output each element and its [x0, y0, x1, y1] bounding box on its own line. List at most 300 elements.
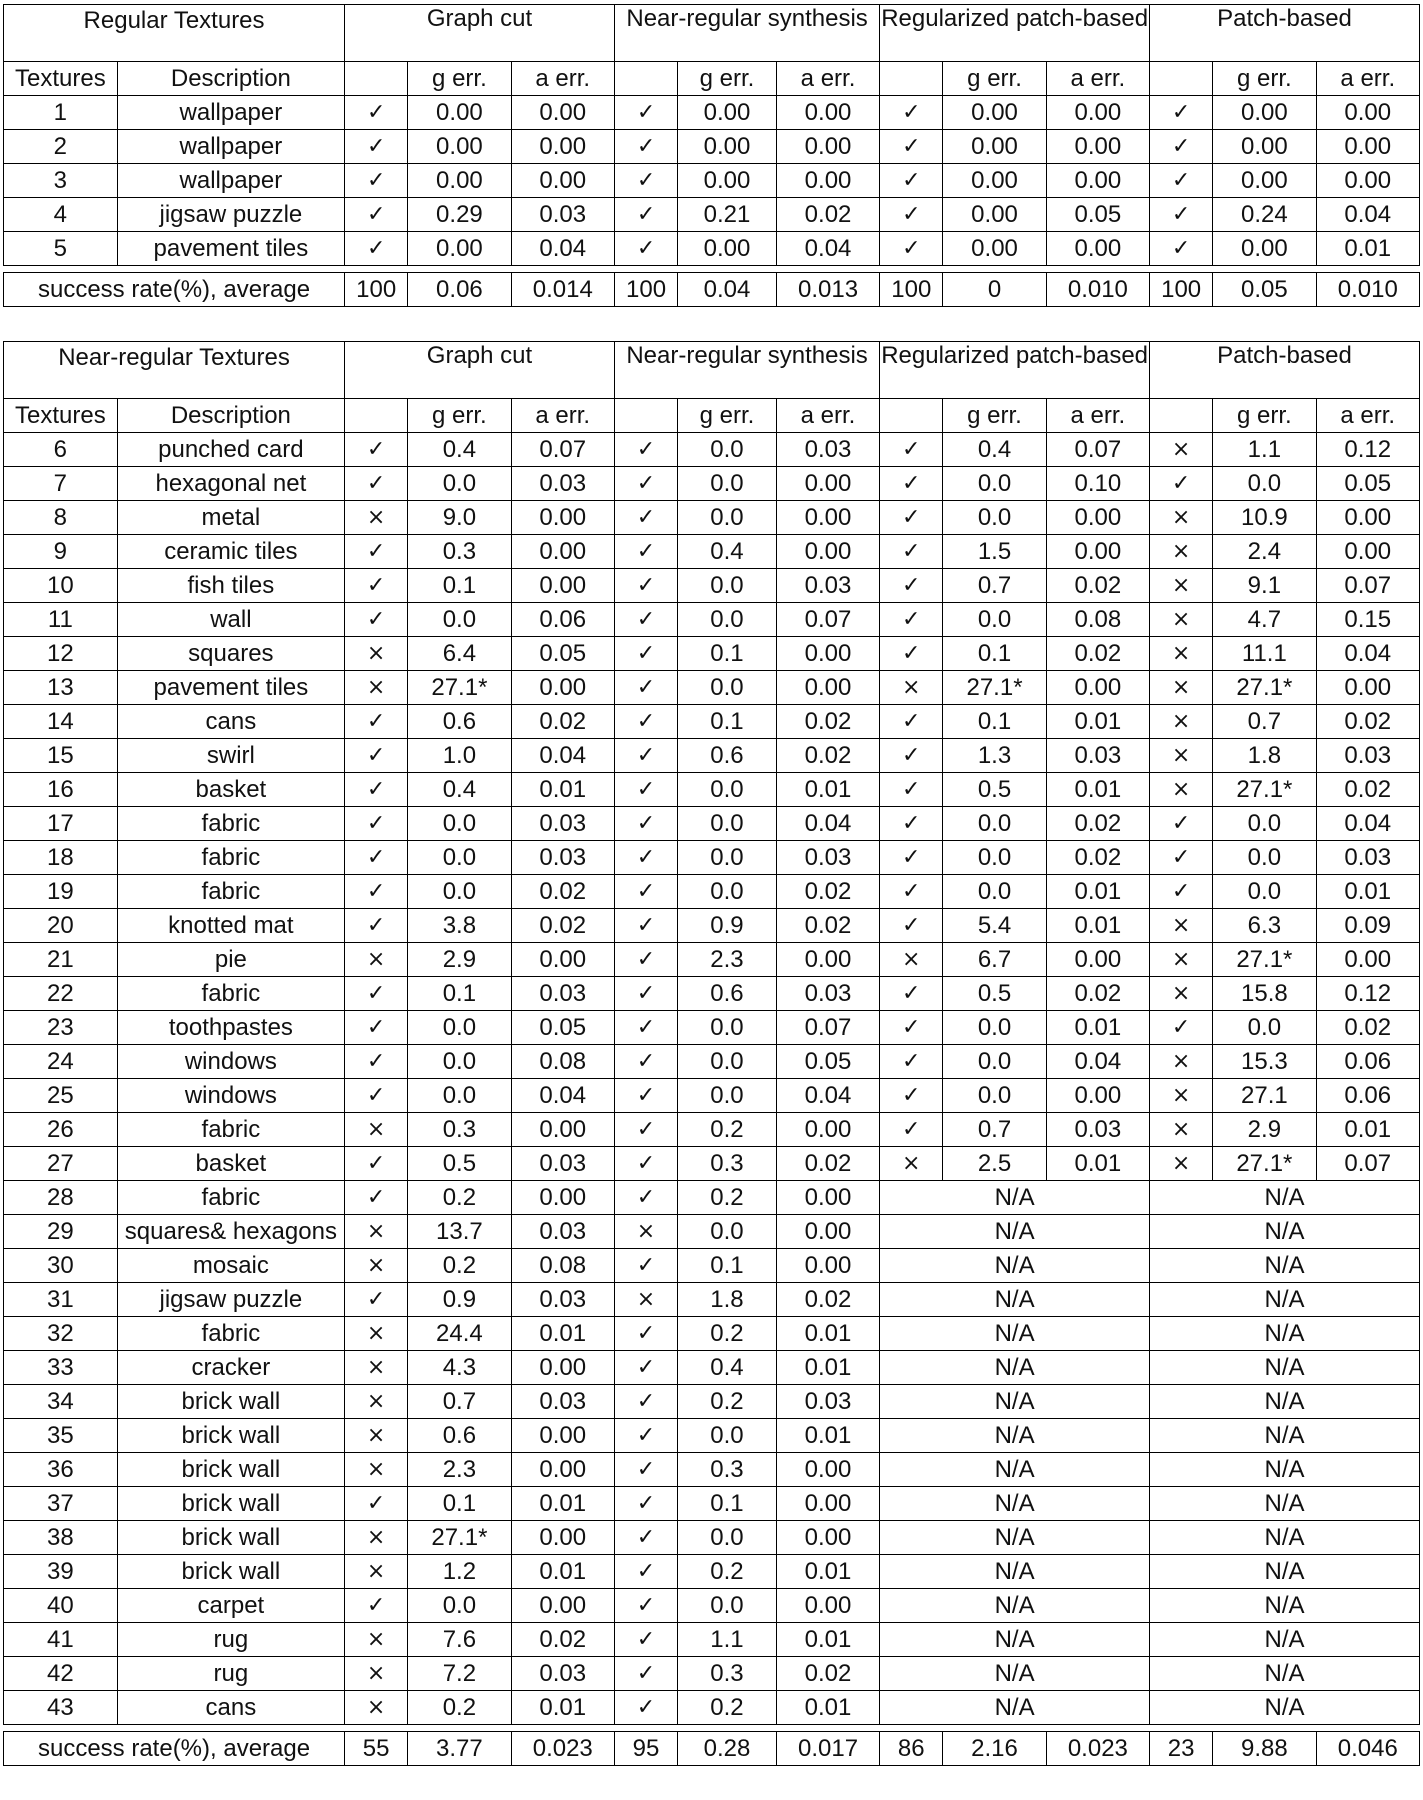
column-header-g-err: g err.: [678, 399, 777, 433]
success-rate-cell: 86: [880, 1732, 943, 1766]
na-cell: N/A: [880, 1419, 1150, 1453]
average-g-err-cell: 2.16: [943, 1732, 1046, 1766]
a-err-cell: 0.03: [511, 1385, 614, 1419]
description-cell: brick wall: [117, 1555, 344, 1589]
g-err-cell: 0.00: [678, 130, 777, 164]
na-cell: N/A: [1150, 1317, 1420, 1351]
cross-mark-icon: ×: [614, 1283, 677, 1317]
g-err-cell: 0.00: [1213, 130, 1316, 164]
summary-separator: [4, 266, 1420, 273]
column-header-a-err: a err.: [1046, 62, 1149, 96]
a-err-cell: 0.02: [776, 1657, 879, 1691]
check-mark-icon: ✓: [345, 96, 408, 130]
check-mark-icon: ✓: [345, 909, 408, 943]
g-err-cell: 0.00: [408, 96, 511, 130]
g-err-cell: 0.2: [678, 1317, 777, 1351]
description-cell: cans: [117, 705, 344, 739]
a-err-cell: 0.00: [776, 164, 879, 198]
check-mark-icon: ✓: [345, 164, 408, 198]
a-err-cell: 0.06: [1316, 1045, 1419, 1079]
tables-container: [3, 4, 1420, 1766]
g-err-cell: 0.0: [678, 569, 777, 603]
a-err-cell: 0.03: [511, 977, 614, 1011]
g-err-cell: 4.3: [408, 1351, 511, 1385]
g-err-cell: 0.2: [678, 1691, 777, 1725]
check-mark-icon: ✓: [1150, 198, 1213, 232]
column-header-success: [345, 399, 408, 433]
texture-id-cell: 42: [4, 1657, 118, 1691]
cross-mark-icon: ×: [345, 1623, 408, 1657]
g-err-cell: 0.0: [678, 1521, 777, 1555]
check-mark-icon: ✓: [1150, 807, 1213, 841]
description-cell: fabric: [117, 977, 344, 1011]
check-mark-icon: ✓: [880, 1113, 943, 1147]
g-err-cell: 0.0: [678, 1215, 777, 1249]
check-mark-icon: ✓: [345, 198, 408, 232]
table-row: [4, 807, 1420, 841]
check-mark-icon: ✓: [345, 773, 408, 807]
a-err-cell: 0.15: [1316, 603, 1419, 637]
na-cell: N/A: [880, 1623, 1150, 1657]
a-err-cell: 0.01: [1316, 1113, 1419, 1147]
cross-mark-icon: ×: [1150, 501, 1213, 535]
table-row: [4, 1351, 1420, 1385]
a-err-cell: 0.03: [511, 807, 614, 841]
g-err-cell: 0.0: [943, 1011, 1046, 1045]
check-mark-icon: ✓: [345, 433, 408, 467]
a-err-cell: 0.00: [511, 535, 614, 569]
description-cell: squares& hexagons: [117, 1215, 344, 1249]
check-mark-icon: ✓: [614, 1317, 677, 1351]
check-mark-icon: ✓: [880, 807, 943, 841]
check-mark-icon: ✓: [614, 433, 677, 467]
check-mark-icon: ✓: [614, 603, 677, 637]
average-g-err-cell: 0.05: [1213, 273, 1316, 307]
description-cell: squares: [117, 637, 344, 671]
separator-cell: [4, 266, 1420, 273]
a-err-cell: 0.03: [1316, 739, 1419, 773]
table-row: [4, 909, 1420, 943]
a-err-cell: 0.02: [511, 1623, 614, 1657]
check-mark-icon: ✓: [614, 705, 677, 739]
a-err-cell: 0.03: [1046, 739, 1149, 773]
check-mark-icon: ✓: [614, 637, 677, 671]
a-err-cell: 0.03: [776, 1385, 879, 1419]
a-err-cell: 0.01: [511, 1555, 614, 1589]
method-header: Regularized patch-based: [880, 5, 1150, 62]
column-header-success: [345, 62, 408, 96]
a-err-cell: 0.00: [776, 1181, 879, 1215]
g-err-cell: 0.6: [678, 977, 777, 1011]
cross-mark-icon: ×: [1150, 705, 1213, 739]
check-mark-icon: ✓: [880, 130, 943, 164]
texture-id-cell: 30: [4, 1249, 118, 1283]
g-err-cell: 0.5: [943, 977, 1046, 1011]
g-err-cell: 15.3: [1213, 1045, 1316, 1079]
average-a-err-cell: 0.046: [1316, 1732, 1419, 1766]
g-err-cell: 0.5: [408, 1147, 511, 1181]
description-cell: fabric: [117, 1181, 344, 1215]
g-err-cell: 24.4: [408, 1317, 511, 1351]
a-err-cell: 0.02: [776, 198, 879, 232]
check-mark-icon: ✓: [880, 569, 943, 603]
check-mark-icon: ✓: [880, 1045, 943, 1079]
table-row: [4, 1657, 1420, 1691]
table-row: [4, 1147, 1420, 1181]
check-mark-icon: ✓: [880, 875, 943, 909]
check-mark-icon: ✓: [1150, 96, 1213, 130]
g-err-cell: 2.4: [1213, 535, 1316, 569]
a-err-cell: 0.01: [776, 1419, 879, 1453]
column-header-row: [4, 399, 1420, 433]
description-cell: fabric: [117, 807, 344, 841]
description-cell: wallpaper: [117, 130, 344, 164]
table-row: [4, 1079, 1420, 1113]
texture-id-cell: 38: [4, 1521, 118, 1555]
texture-id-cell: 43: [4, 1691, 118, 1725]
texture-id-cell: 17: [4, 807, 118, 841]
check-mark-icon: ✓: [614, 977, 677, 1011]
check-mark-icon: ✓: [614, 232, 677, 266]
g-err-cell: 0.6: [678, 739, 777, 773]
average-g-err-cell: 0.06: [408, 273, 511, 307]
a-err-cell: 0.08: [511, 1249, 614, 1283]
check-mark-icon: ✓: [614, 773, 677, 807]
cross-mark-icon: ×: [1150, 535, 1213, 569]
texture-id-cell: 40: [4, 1589, 118, 1623]
a-err-cell: 0.03: [776, 433, 879, 467]
cross-mark-icon: ×: [345, 501, 408, 535]
a-err-cell: 0.07: [511, 433, 614, 467]
cross-mark-icon: ×: [345, 1657, 408, 1691]
a-err-cell: 0.04: [511, 1079, 614, 1113]
texture-id-cell: 14: [4, 705, 118, 739]
g-err-cell: 0.00: [1213, 164, 1316, 198]
description-cell: pie: [117, 943, 344, 977]
a-err-cell: 0.00: [511, 130, 614, 164]
column-header-g-err: g err.: [678, 62, 777, 96]
check-mark-icon: ✓: [614, 1419, 677, 1453]
check-mark-icon: ✓: [880, 909, 943, 943]
description-cell: windows: [117, 1045, 344, 1079]
g-err-cell: 15.8: [1213, 977, 1316, 1011]
g-err-cell: 0.0: [678, 841, 777, 875]
column-header-row: [4, 62, 1420, 96]
column-header-description: Description: [117, 62, 344, 96]
na-cell: N/A: [1150, 1249, 1420, 1283]
column-header-description: Description: [117, 399, 344, 433]
a-err-cell: 0.07: [1316, 1147, 1419, 1181]
check-mark-icon: ✓: [614, 1045, 677, 1079]
a-err-cell: 0.00: [1046, 232, 1149, 266]
g-err-cell: 0.00: [943, 164, 1046, 198]
description-cell: metal: [117, 501, 344, 535]
check-mark-icon: ✓: [614, 1453, 677, 1487]
texture-id-cell: 13: [4, 671, 118, 705]
a-err-cell: 0.00: [776, 96, 879, 130]
g-err-cell: 27.1*: [1213, 773, 1316, 807]
g-err-cell: 0.0: [678, 1589, 777, 1623]
column-header-success: [880, 399, 943, 433]
check-mark-icon: ✓: [1150, 467, 1213, 501]
table-row: [4, 943, 1420, 977]
table-row: [4, 232, 1420, 266]
column-header-a-err: a err.: [511, 62, 614, 96]
description-cell: brick wall: [117, 1385, 344, 1419]
a-err-cell: 0.01: [776, 773, 879, 807]
na-cell: N/A: [1150, 1691, 1420, 1725]
g-err-cell: 0.00: [1213, 96, 1316, 130]
g-err-cell: 0.0: [678, 1045, 777, 1079]
check-mark-icon: ✓: [1150, 841, 1213, 875]
g-err-cell: 0.0: [678, 501, 777, 535]
texture-id-cell: 27: [4, 1147, 118, 1181]
g-err-cell: 0.0: [1213, 1011, 1316, 1045]
texture-id-cell: 41: [4, 1623, 118, 1657]
na-cell: N/A: [880, 1385, 1150, 1419]
table-row: [4, 198, 1420, 232]
a-err-cell: 0.02: [1316, 773, 1419, 807]
check-mark-icon: ✓: [880, 164, 943, 198]
g-err-cell: 0.0: [943, 875, 1046, 909]
cross-mark-icon: ×: [880, 1147, 943, 1181]
a-err-cell: 0.01: [511, 1317, 614, 1351]
g-err-cell: 2.5: [943, 1147, 1046, 1181]
check-mark-icon: ✓: [880, 198, 943, 232]
table-row: [4, 467, 1420, 501]
check-mark-icon: ✓: [880, 705, 943, 739]
na-cell: N/A: [1150, 1419, 1420, 1453]
na-cell: N/A: [1150, 1385, 1420, 1419]
g-err-cell: 0.0: [1213, 807, 1316, 841]
a-err-cell: 0.00: [511, 1453, 614, 1487]
g-err-cell: 0.4: [678, 535, 777, 569]
g-err-cell: 0.0: [408, 875, 511, 909]
check-mark-icon: ✓: [614, 1385, 677, 1419]
check-mark-icon: ✓: [614, 1147, 677, 1181]
table-row: [4, 1283, 1420, 1317]
g-err-cell: 0.3: [678, 1657, 777, 1691]
description-cell: swirl: [117, 739, 344, 773]
check-mark-icon: ✓: [880, 841, 943, 875]
cross-mark-icon: ×: [614, 1215, 677, 1249]
column-header-g-err: g err.: [943, 62, 1046, 96]
na-cell: N/A: [880, 1589, 1150, 1623]
cross-mark-icon: ×: [345, 943, 408, 977]
column-header-success: [614, 399, 677, 433]
a-err-cell: 0.00: [511, 501, 614, 535]
column-header-g-err: g err.: [408, 62, 511, 96]
check-mark-icon: ✓: [614, 164, 677, 198]
a-err-cell: 0.00: [511, 1181, 614, 1215]
description-cell: knotted mat: [117, 909, 344, 943]
a-err-cell: 0.12: [1316, 977, 1419, 1011]
table-row: [4, 773, 1420, 807]
table-title: Near-regular Textures: [4, 342, 345, 399]
g-err-cell: 0.0: [408, 1589, 511, 1623]
a-err-cell: 0.00: [1046, 96, 1149, 130]
a-err-cell: 0.05: [1046, 198, 1149, 232]
table-row: [4, 1011, 1420, 1045]
a-err-cell: 0.01: [511, 773, 614, 807]
texture-id-cell: 20: [4, 909, 118, 943]
check-mark-icon: ✓: [1150, 164, 1213, 198]
g-err-cell: 0.00: [943, 96, 1046, 130]
table-row: [4, 1249, 1420, 1283]
a-err-cell: 0.01: [1046, 773, 1149, 807]
g-err-cell: 0.2: [678, 1555, 777, 1589]
g-err-cell: 1.0: [408, 739, 511, 773]
check-mark-icon: ✓: [345, 841, 408, 875]
texture-id-cell: 11: [4, 603, 118, 637]
a-err-cell: 0.02: [776, 875, 879, 909]
check-mark-icon: ✓: [345, 1283, 408, 1317]
g-err-cell: 0.6: [408, 1419, 511, 1453]
g-err-cell: 0.0: [408, 1011, 511, 1045]
cross-mark-icon: ×: [1150, 773, 1213, 807]
g-err-cell: 6.3: [1213, 909, 1316, 943]
a-err-cell: 0.01: [1046, 1011, 1149, 1045]
a-err-cell: 0.05: [776, 1045, 879, 1079]
a-err-cell: 0.02: [776, 705, 879, 739]
a-err-cell: 0.02: [1046, 569, 1149, 603]
check-mark-icon: ✓: [345, 603, 408, 637]
check-mark-icon: ✓: [614, 535, 677, 569]
g-err-cell: 0.2: [678, 1385, 777, 1419]
column-header-g-err: g err.: [1213, 399, 1316, 433]
check-mark-icon: ✓: [345, 1079, 408, 1113]
texture-id-cell: 26: [4, 1113, 118, 1147]
a-err-cell: 0.04: [1316, 637, 1419, 671]
method-header: Regularized patch-based: [880, 342, 1150, 399]
a-err-cell: 0.07: [776, 603, 879, 637]
g-err-cell: 0.1: [678, 637, 777, 671]
column-header-success: [614, 62, 677, 96]
a-err-cell: 0.00: [1046, 535, 1149, 569]
average-g-err-cell: 0.04: [678, 273, 777, 307]
average-g-err-cell: 0.28: [678, 1732, 777, 1766]
table-row: [4, 1589, 1420, 1623]
a-err-cell: 0.00: [776, 1113, 879, 1147]
check-mark-icon: ✓: [614, 1113, 677, 1147]
texture-id-cell: 4: [4, 198, 118, 232]
cross-mark-icon: ×: [345, 1317, 408, 1351]
description-cell: fabric: [117, 841, 344, 875]
a-err-cell: 0.01: [1046, 909, 1149, 943]
check-mark-icon: ✓: [345, 739, 408, 773]
method-header: Near-regular synthesis: [614, 342, 879, 399]
na-cell: N/A: [880, 1487, 1150, 1521]
g-err-cell: 0.0: [408, 1045, 511, 1079]
texture-id-cell: 36: [4, 1453, 118, 1487]
g-err-cell: 0.1: [678, 1487, 777, 1521]
g-err-cell: 0.7: [1213, 705, 1316, 739]
g-err-cell: 0.4: [408, 433, 511, 467]
a-err-cell: 0.00: [1316, 501, 1419, 535]
texture-id-cell: 1: [4, 96, 118, 130]
description-cell: jigsaw puzzle: [117, 1283, 344, 1317]
cross-mark-icon: ×: [880, 671, 943, 705]
g-err-cell: 1.1: [1213, 433, 1316, 467]
a-err-cell: 0.01: [776, 1555, 879, 1589]
na-cell: N/A: [880, 1181, 1150, 1215]
average-a-err-cell: 0.023: [511, 1732, 614, 1766]
g-err-cell: 7.2: [408, 1657, 511, 1691]
description-cell: punched card: [117, 433, 344, 467]
cross-mark-icon: ×: [345, 1249, 408, 1283]
g-err-cell: 0.0: [678, 1079, 777, 1113]
description-cell: wall: [117, 603, 344, 637]
na-cell: N/A: [1150, 1657, 1420, 1691]
cross-mark-icon: ×: [345, 1215, 408, 1249]
check-mark-icon: ✓: [614, 501, 677, 535]
check-mark-icon: ✓: [880, 739, 943, 773]
table-row: [4, 535, 1420, 569]
average-a-err-cell: 0.010: [1316, 273, 1419, 307]
texture-id-cell: 39: [4, 1555, 118, 1589]
cross-mark-icon: ×: [1150, 1147, 1213, 1181]
a-err-cell: 0.03: [511, 467, 614, 501]
g-err-cell: 27.1*: [943, 671, 1046, 705]
na-cell: N/A: [1150, 1487, 1420, 1521]
average-a-err-cell: 0.014: [511, 273, 614, 307]
texture-id-cell: 16: [4, 773, 118, 807]
description-cell: fabric: [117, 875, 344, 909]
table-row: [4, 1317, 1420, 1351]
description-cell: ceramic tiles: [117, 535, 344, 569]
check-mark-icon: ✓: [345, 535, 408, 569]
table-row: [4, 1691, 1420, 1725]
description-cell: cans: [117, 1691, 344, 1725]
na-cell: N/A: [880, 1657, 1150, 1691]
na-cell: N/A: [880, 1351, 1150, 1385]
description-cell: rug: [117, 1623, 344, 1657]
a-err-cell: 0.02: [511, 705, 614, 739]
separator-cell: [4, 1725, 1420, 1732]
a-err-cell: 0.00: [511, 943, 614, 977]
g-err-cell: 0.0: [943, 841, 1046, 875]
a-err-cell: 0.02: [511, 909, 614, 943]
a-err-cell: 0.00: [1046, 130, 1149, 164]
check-mark-icon: ✓: [614, 875, 677, 909]
a-err-cell: 0.02: [776, 1147, 879, 1181]
average-g-err-cell: 0: [943, 273, 1046, 307]
g-err-cell: 0.1: [678, 705, 777, 739]
a-err-cell: 0.02: [776, 909, 879, 943]
a-err-cell: 0.00: [776, 1589, 879, 1623]
g-err-cell: 1.2: [408, 1555, 511, 1589]
a-err-cell: 0.03: [1046, 1113, 1149, 1147]
check-mark-icon: ✓: [345, 1181, 408, 1215]
average-a-err-cell: 0.023: [1046, 1732, 1149, 1766]
g-err-cell: 0.00: [1213, 232, 1316, 266]
column-header-success: [880, 62, 943, 96]
g-err-cell: 0.1: [943, 637, 1046, 671]
a-err-cell: 0.02: [511, 875, 614, 909]
description-cell: hexagonal net: [117, 467, 344, 501]
check-mark-icon: ✓: [614, 1555, 677, 1589]
a-err-cell: 0.00: [511, 1589, 614, 1623]
cross-mark-icon: ×: [1150, 637, 1213, 671]
check-mark-icon: ✓: [1150, 1011, 1213, 1045]
a-err-cell: 0.03: [511, 841, 614, 875]
description-cell: rug: [117, 1657, 344, 1691]
check-mark-icon: ✓: [614, 1249, 677, 1283]
g-err-cell: 4.7: [1213, 603, 1316, 637]
g-err-cell: 0.0: [678, 875, 777, 909]
success-rate-cell: 95: [614, 1732, 677, 1766]
a-err-cell: 0.00: [1316, 671, 1419, 705]
